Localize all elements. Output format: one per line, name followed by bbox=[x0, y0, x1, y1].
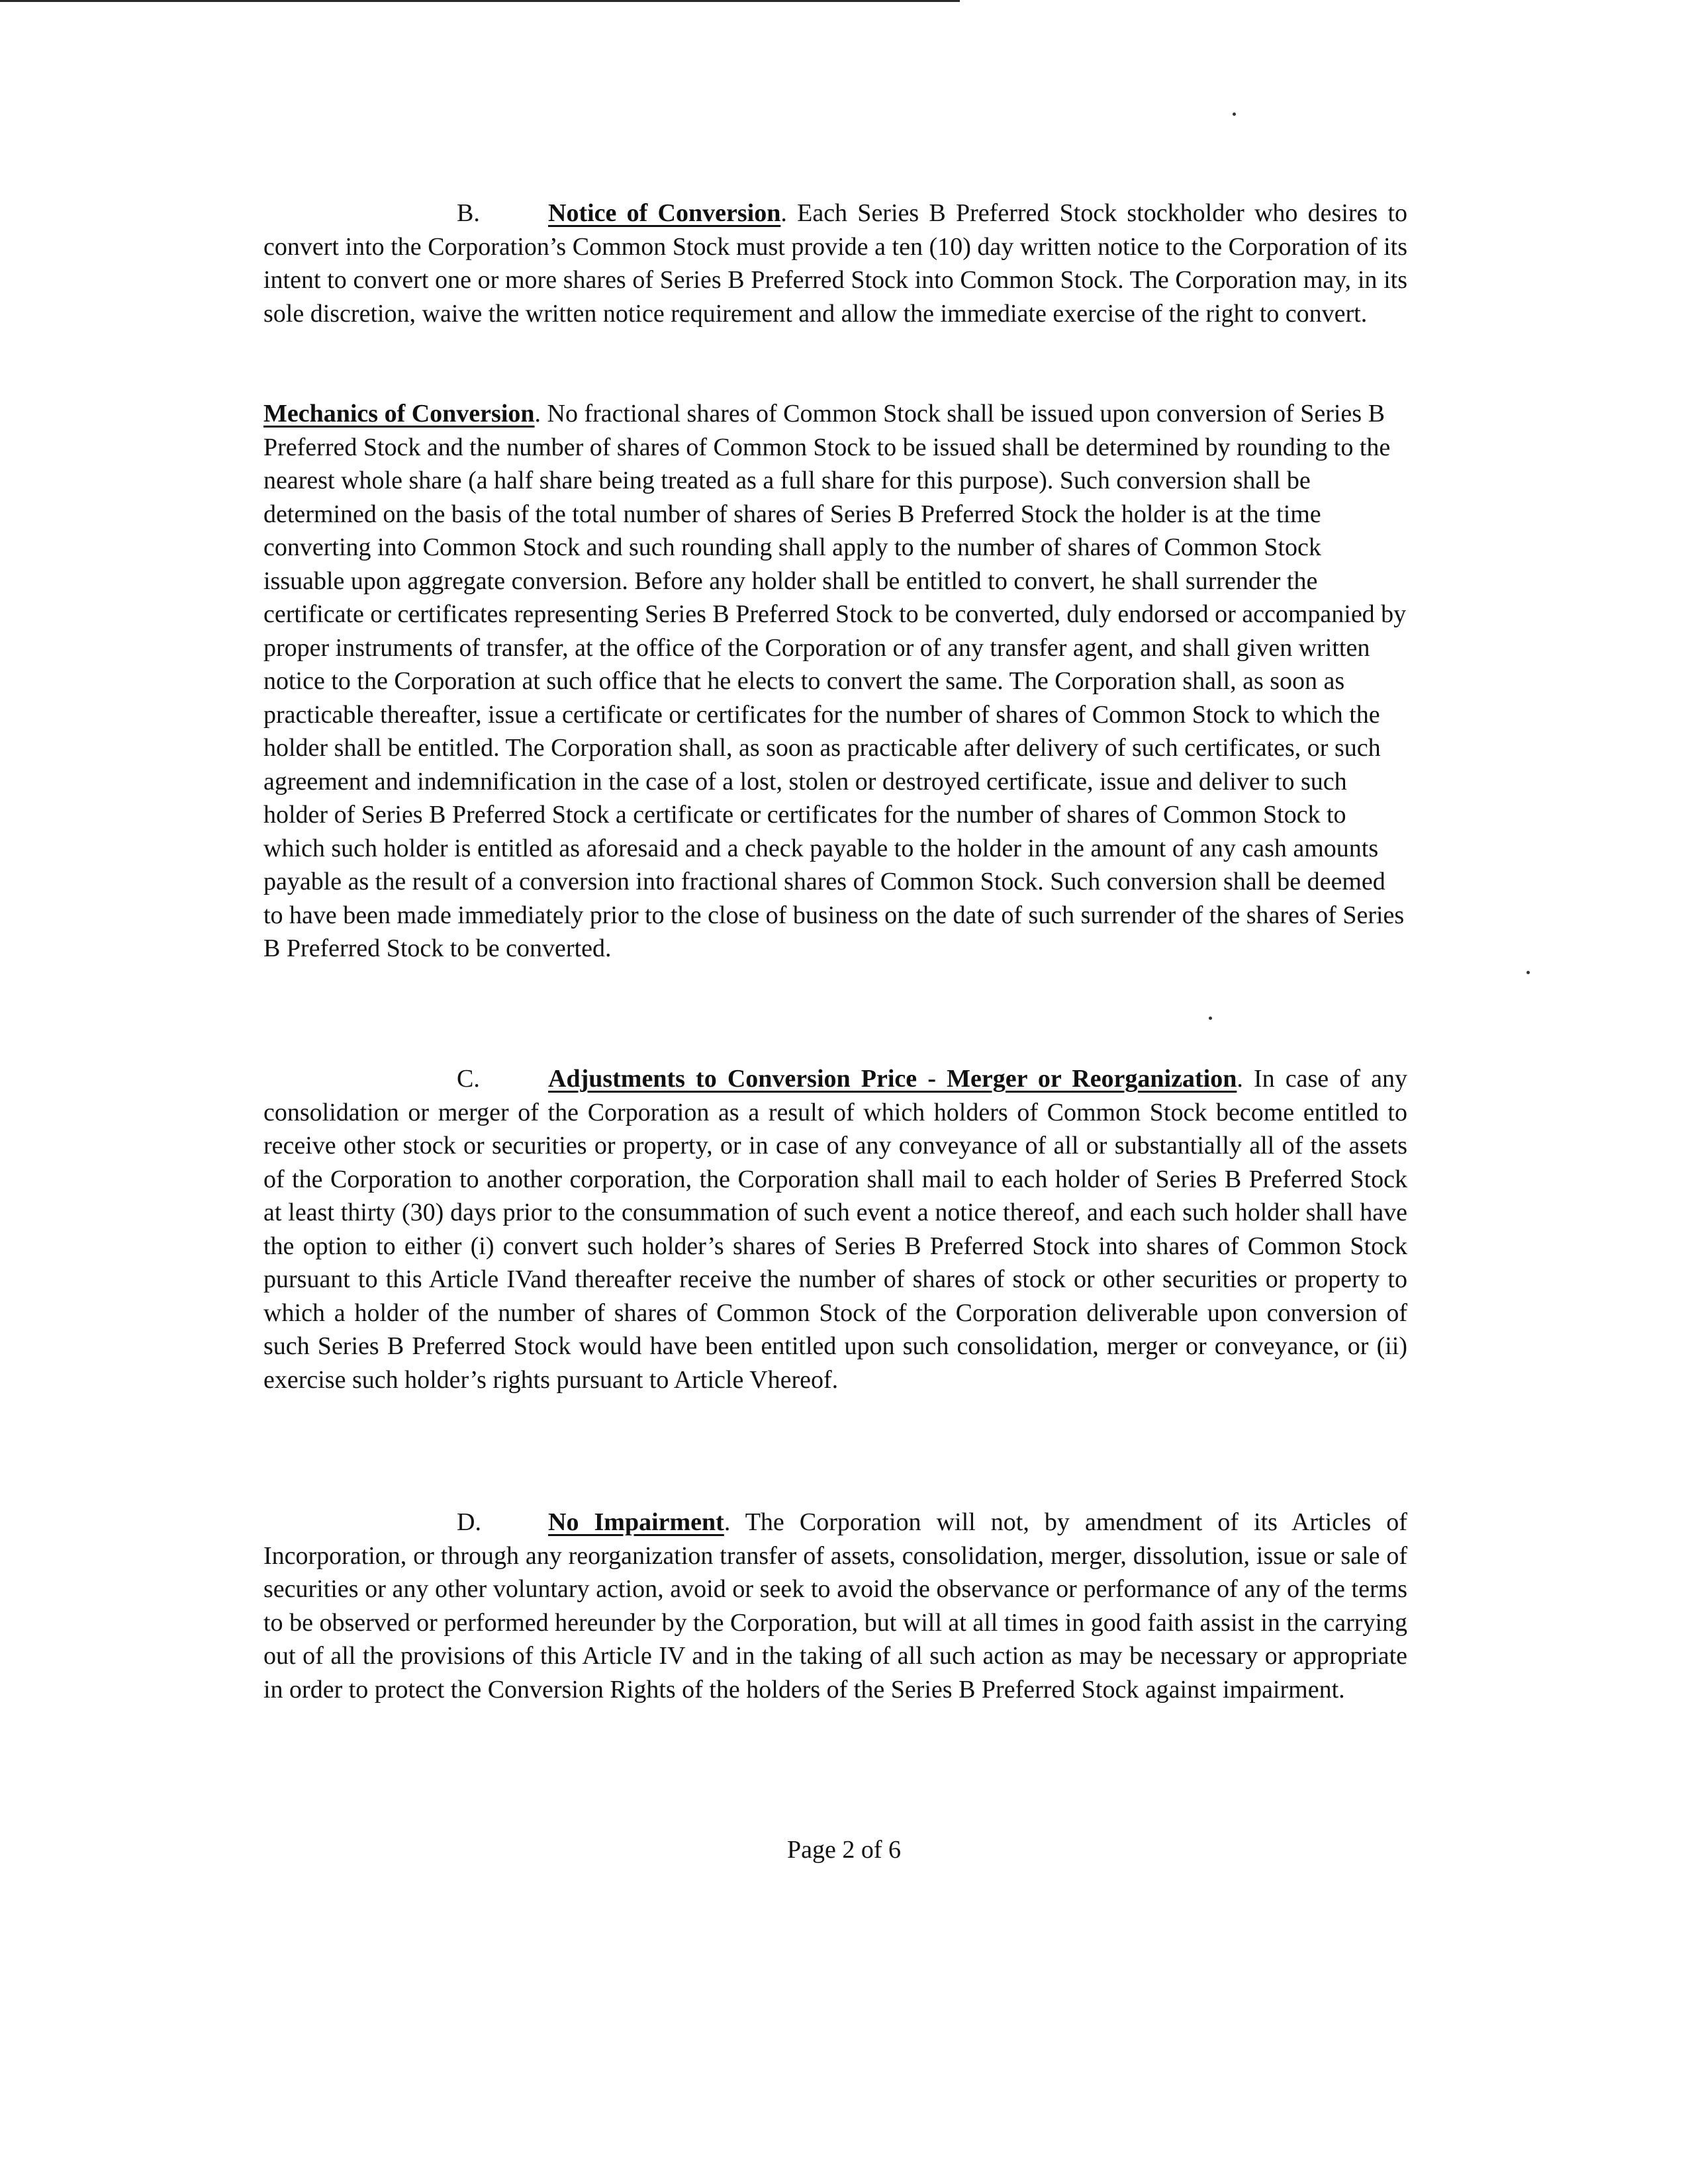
section-d-text: The Corporation will not, by amendment of its Articles of Incorporation, or through any reorganization transfer of assets, consolidation, merger, dissolution, issue or sale of securities or any other voluntary action, avoid or seek to avoid the observance or performance of any of the terms to be observed or performed hereunder by the Corporation, but will at all times in good faith assist in the carrying out of all the provisions of this Article IV and in the taking of all such action as may be necessary or appropriate in order to protect the Conversion Rights of the holders of the Series B Preferred Stock against impairment. bbox=[263, 1508, 1407, 1704]
section-b-paragraph: B. Notice of Conversion. Each Series B Preferred Stock stockholder who desires to convert into the Corporation’s Common Stock must provide a ten (10) day written notice to the Corporation of its intent to convert one or more shares of Series B Preferred Stock into Common Stock. The Corporation may, in its sole discretion, waive the written notice requirement and allow the immediate exercise of the right to convert. bbox=[263, 197, 1407, 330]
scan-speck bbox=[1233, 113, 1236, 116]
mechanics-paragraph: Mechanics of Conversion. No fractional shares of Common Stock shall be issued upon conversion of Series B Preferred Stock and the number of shares of Common Stock to be issued shall be determined by rounding to the nearest whole share (a half share being treated as a full share for this purpose). Such conversion shall be determined on the basis of the total number of shares of Series B Preferred Stock the holder is at the time converting into Common Stock and such rounding shall apply to the number of shares of Common Stock issuable upon aggregate conversion. Before any holder shall be entitled to convert, he shall surrender the certificate or certificates representing Series B Preferred Stock to be converted, duly endorsed or accompanied by proper instruments of transfer, at the office of the Corporation or of any transfer agent, and shall given written notice to the Corporation at such office that he elects to convert the same. The Corporation shall, as soon as practicable thereafter, issue a certificate or certificates for the number of shares of Common Stock to which the holder shall be entitled. The Corporation shall, as soon as practicable after delivery of such certificates, or such agreement and indemnification in the case of a lost, stolen or destroyed certificate, issue and deliver to such holder of Series B Preferred Stock a certificate or certificates for the number of shares of Common Stock to which such holder is entitled as aforesaid and a check payable to the holder in the amount of any cash amounts payable as the result of a conversion into fractional shares of Common Stock. Such conversion shall be deemed to have been made immediately prior to the close of business on the date of such surrender of the shares of Series B Preferred Stock to be converted. bbox=[263, 400, 1407, 962]
section-c-letter: C. bbox=[457, 1065, 480, 1093]
section-c-heading: Adjustments to Conversion Price - Merger or Reorganization bbox=[548, 1065, 1237, 1093]
section-c-text: In case of any consolidation or merger of the Corporation as a result of which holders of Common Stock become entitled to receive other stock or securities or property, or in case of any conveyance of all or substantially all of the assets of the Corporation to another corporation, the Corporation shall mail to each holder of Series B Preferred Stock at least thirty (30) days prior to the consummation of such event a notice thereof, and each such holder shall have the option to either (i) convert such holder’s shares of Series B Preferred Stock into shares of Common Stock pursuant to this Article IVand thereafter receive the number of shares of stock or other securities or property to which a holder of the number of shares of Common Stock of the Corporation deliverable upon conversion of such Series B Preferred Stock would have been entitled upon such consolidation, merger or conveyance, or (ii) exercise such holder’s rights pursuant to Article Vhereof. bbox=[263, 1065, 1407, 1394]
mechanics-text: No fractional shares of Common Stock shall be issued upon conversion of Series B Preferred Stock and the number of shares of Common Stock to be issued shall be determined by rounding to the nearest whole share (a half share being treated as a full share for this purpose). Such conversion shall be determined on the basis of the total number of shares of Series B Preferred Stock the holder is at the time converting into Common Stock and such rounding shall apply to the number of shares of Common Stock issuable upon aggregate conversion. Before any holder shall be entitled to convert, he shall surrender the certificate or certificates representing Series B Preferred Stock to be converted, duly endorsed or accompanied by proper instruments of transfer, at the office of the Corporation or of any transfer agent, and shall given written notice to the Corporation at such office that he elects to convert the same. The Corporation shall, as soon as practicable thereafter, issue a certificate or certificates for the number of shares of Common Stock to which the holder shall be entitled. The Corporation shall, as soon as practicable after delivery of such certificates, or such agreement and indemnification in the case of a lost, stolen or destroyed certificate, issue and deliver to such holder of Series B Preferred Stock a certificate or certificates for the number of shares of Common Stock to which such holder is entitled as aforesaid and a check payable to the holder in the amount of any cash amounts payable as the result of a conversion into fractional shares of Common Stock. Such conversion shall be deemed to have been made immediately prior to the close of business on the date of such surrender of the shares of Series B Preferred Stock to be converted. bbox=[263, 400, 1407, 962]
scan-speck bbox=[1526, 971, 1530, 974]
section-d-heading: No Impairment bbox=[548, 1508, 724, 1536]
section-b-text: Each Series B Preferred Stock stockholder who desires to convert into the Corporation’s Common Stock must provide a ten (10) day written notice to the Corporation of its intent to convert one or more shares of Series B Preferred Stock into Common Stock. The Corporation may, in its sole discretion, waive the written notice requirement and allow the immediate exercise of the right to convert. bbox=[263, 199, 1408, 328]
mechanics-heading: Mechanics of Conversion bbox=[263, 400, 535, 428]
section-c-paragraph: C. Adjustments to Conversion Price - Merger or Reorganization. In case of any consolidation or merger of the Corporation as a result of which holders of Common Stock become entitled to receive other stock or securities or property, or in case of any conveyance of all or substantially all of the assets of the Corporation to another corporation, the Corporation shall mail to each holder of Series B Preferred Stock at least thirty (30) days prior to the consummation of such event a notice thereof, and each such holder shall have the option to either (i) convert such holder’s shares of Series B Preferred Stock into shares of Common Stock pursuant to this Article IVand thereafter receive the number of shares of stock or other securities or property to which a holder of the number of shares of Common Stock of the Corporation deliverable upon conversion of such Series B Preferred Stock would have been entitled upon such consolidation, merger or conveyance, or (ii) exercise such holder’s rights pursuant to Article Vhereof. bbox=[263, 1062, 1407, 1396]
section-d-letter: D. bbox=[457, 1508, 481, 1536]
scan-speck bbox=[1209, 1017, 1212, 1020]
scan-top-edge-line bbox=[0, 0, 960, 2]
page-number: Page 2 of 6 bbox=[786, 1836, 902, 1864]
section-b-letter: B. bbox=[457, 199, 480, 227]
section-d-paragraph: D. No Impairment. The Corporation will not, by amendment of its Articles of Incorporation, or through any reorganization transfer of assets, consolidation, merger, dissolution, issue or sale of securities or any other voluntary action, avoid or seek to avoid the observance or performance of any of the terms to be observed or performed hereunder by the Corporation, but will at all times in good faith assist in the carrying out of all the provisions of this Article IV and in the taking of all such action as may be necessary or appropriate in order to protect the Conversion Rights of the holders of the Series B Preferred Stock against impairment. bbox=[263, 1506, 1407, 1706]
section-b-heading: Notice of Conversion bbox=[548, 199, 781, 227]
